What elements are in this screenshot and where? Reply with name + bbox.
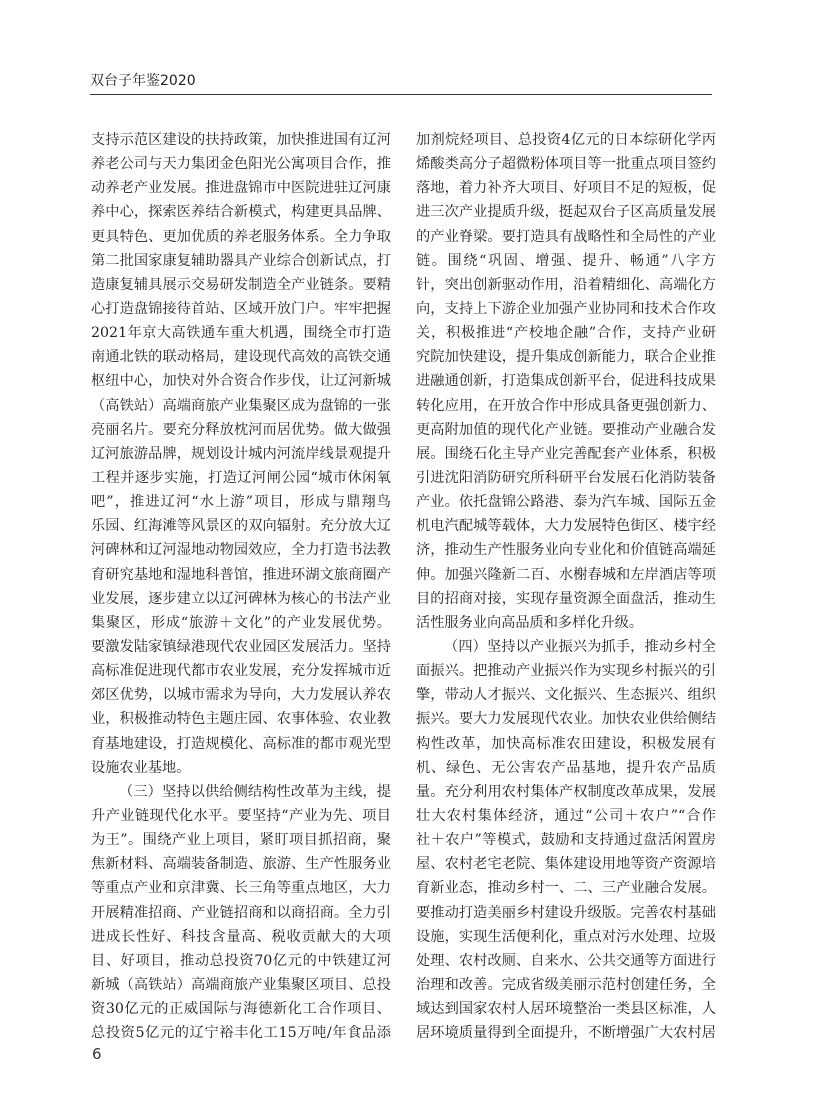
text-line: 郊区优势，以城市需求为导向，大力发展认养农: [91, 687, 391, 704]
text-line: 居环境质量得到全面提升，不断增强广大农村居: [416, 1025, 716, 1042]
text-line: 落地，着力补齐大项目、好项目不足的短板，促: [416, 180, 716, 197]
running-header-title: 双台子年鉴2020: [90, 73, 196, 89]
text-line: 机电汽配城等载体，大力发展特色街区、楼宇经: [416, 518, 716, 535]
text-line: 养中心，探索医养结合新模式，构建更具品牌、: [91, 204, 391, 221]
text-line: 工程并逐步实施，打造辽河闸公园“城市休闲氧: [91, 469, 391, 486]
text-line: 支持示范区建设的扶持政策，加快推进国有辽河: [91, 132, 391, 148]
header-rule: [90, 94, 712, 95]
text-line: 升产业链现代化水平。要坚持“产业为先、项目: [91, 807, 391, 824]
text-line: 进成长性好、科技含量高、税收贡献大的大项: [91, 928, 391, 945]
text-line: 要推动打造美丽乡村建设升级版。完善农村基础: [416, 904, 716, 921]
text-line: （三）坚持以供给侧结构性改革为主线，提: [119, 783, 391, 800]
text-line: 业，积极推动特色主题庄园、农事体验、农业教: [91, 711, 391, 728]
text-line: 乐园、红海滩等风景区的双向辐射。充分放大辽: [91, 518, 391, 535]
text-line: 伸。加强兴隆新二百、水榭春城和左岸酒店等项: [416, 566, 716, 583]
text-line: 烯酸类高分子超微粉体项目等一批重点项目签约: [416, 156, 716, 173]
page-number: 6: [92, 1045, 102, 1063]
text-line: 2021年京大高铁通车重大机遇，围绕全市打造: [91, 325, 391, 342]
text-line: 设施，实现生活便利化，重点对污水处理、垃圾: [416, 928, 716, 945]
text-line: （四）坚持以产业振兴为抓手，推动乡村全: [444, 638, 716, 655]
text-line: 动养老产业发展。推进盘锦市中医院进驻辽河康: [91, 180, 391, 197]
text-line: 更高附加值的现代化产业链。要推动产业融合发: [416, 421, 716, 438]
text-line: 焦新材料、高端装备制造、旅游、生产性服务业: [91, 856, 391, 873]
text-line: 枢纽中心，加快对外合资合作步伐，让辽河新城: [91, 373, 391, 390]
text-line: 关，积极推进“产校地企融”合作，支持产业研: [416, 325, 716, 342]
text-line: （高铁站）高端商旅产业集聚区成为盘锦的一张: [91, 397, 391, 414]
text-line: 引进沈阳消防研究所科研平台发展石化消防装备: [416, 469, 716, 486]
text-line: 向，支持上下游企业加强产业协同和技术合作攻: [416, 300, 716, 317]
text-line: 为王”。围绕产业上项目，紧盯项目抓招商，聚: [91, 832, 391, 849]
text-line: 社＋农户”等模式，鼓励和支持通过盘活闲置房: [416, 832, 716, 849]
text-line: 屋、农村老宅老院、集体建设用地等资产资源培: [416, 856, 716, 873]
text-line: 辽河旅游品牌，规划设计城内河流岸线景观提升: [91, 445, 391, 462]
text-line: 业发展，逐步建立以辽河碑林为核心的书法产业: [91, 590, 391, 607]
text-line: 育研究基地和湿地科普馆，推进环湖文旅商圈产: [91, 566, 391, 583]
text-line: 域达到国家农村人居环境整治一类县区标准，人: [416, 1001, 716, 1018]
text-line: 新城（高铁站）高端商旅产业集聚区项目、总投: [91, 976, 391, 993]
text-line: 目、好项目，推动总投资70亿元的中铁建辽河: [91, 952, 391, 969]
text-line: 济，推动生产性服务业向专业化和价值链高端延: [416, 542, 716, 559]
text-line: 养老公司与天力集团金色阳光公寓项目合作，推: [91, 156, 391, 173]
text-line: 更具特色、更加优质的养老服务体系。全力争取: [91, 228, 391, 245]
text-line: 产业。依托盘锦公路港、泰为汽车城、国际五金: [416, 494, 716, 511]
text-line: 的产业脊梁。要打造具有战略性和全局性的产业: [416, 228, 716, 245]
text-line: 吧”，推进辽河“水上游”项目，形成与鼎翔鸟: [91, 494, 391, 511]
text-line: 链。围绕“巩固、增强、提升、畅通”八字方: [416, 252, 716, 269]
text-line: 开展精准招商、产业链招商和以商招商。全力引: [91, 904, 391, 921]
text-line: 振兴。要大力发展现代农业。加快农业供给侧结: [416, 711, 716, 728]
text-line: 量。充分利用农村集体产权制度改革成果，发展: [416, 783, 716, 800]
text-line: 治理和改善。完成省级美丽示范村创建任务，全: [416, 976, 716, 993]
text-line: 集聚区，形成“旅游＋文化”的产业发展优势。: [91, 614, 391, 631]
text-line: 擎，带动人才振兴、文化振兴、生态振兴、组织: [416, 687, 716, 704]
text-line: 针，突出创新驱动作用，沿着精细化、高端化方: [416, 276, 716, 293]
text-line: 河碑林和辽河湿地动物园效应，全力打造书法教: [91, 542, 391, 559]
text-line: 目的招商对接，实现存量资源全面盘活，推动生: [416, 590, 716, 607]
text-line: 构性改革，加快高标准农田建设，积极发展有: [416, 735, 716, 752]
text-line: 究院加快建设，提升集成创新能力，联合企业推: [416, 349, 716, 366]
text-line: 心打造盘锦接待首站、区域开放门户。牢牢把握: [91, 300, 391, 317]
text-line: 总投资5亿元的辽宁裕丰化工15万吨/年食品添: [91, 1025, 391, 1042]
right-text-column: [416, 128, 716, 1045]
text-line: 造康复辅具展示交易研发制造全产业链条。要精: [91, 276, 391, 293]
text-line: 南通北铁的联动格局，建设现代高效的高铁交通: [91, 349, 391, 366]
left-text-column: [91, 128, 391, 1045]
text-line: 要激发陆家镇绿港现代农业园区发展活力。坚持: [91, 638, 391, 655]
text-line: 展。围绕石化主导产业完善配套产业体系，积极: [416, 445, 716, 462]
text-line: 资30亿元的正威国际与海德新化工合作项目、: [91, 1001, 391, 1018]
text-line: 第二批国家康复辅助器具产业综合创新试点，打: [91, 252, 391, 269]
text-line: 设施农业基地。: [91, 759, 191, 776]
text-line: 育基地建设，打造规模化、高标准的都市观光型: [91, 735, 391, 752]
text-line: 进三次产业提质升级，挺起双台子区高质量发展: [416, 204, 716, 221]
text-line: 等重点产业和京津冀、长三角等重点地区，大力: [91, 880, 391, 897]
text-line: 处理、农村改厕、自来水、公共交通等方面进行: [416, 952, 716, 969]
text-line: 加剂烷烃项目、总投资4亿元的日本综研化学丙: [416, 132, 716, 148]
text-line: 育新业态，推动乡村一、二、三产业融合发展。: [416, 880, 716, 897]
text-line: 亮丽名片。要充分释放枕河而居优势。做大做强: [91, 421, 391, 438]
text-line: 转化应用，在开放合作中形成具备更强创新力、: [416, 397, 716, 414]
text-line: 面振兴。把推动产业振兴作为实现乡村振兴的引: [416, 663, 716, 680]
text-line: 活性服务业向高品质和多样化升级。: [416, 614, 644, 631]
text-line: 壮大农村集体经济，通过“公司＋农户”“合作: [416, 807, 716, 824]
text-line: 高标准促进现代都市农业发展，充分发挥城市近: [91, 663, 391, 680]
text-line: 机、绿色、无公害农产品基地，提升农产品质: [416, 759, 716, 776]
text-line: 进融通创新，打造集成创新平台，促进科技成果: [416, 373, 716, 390]
